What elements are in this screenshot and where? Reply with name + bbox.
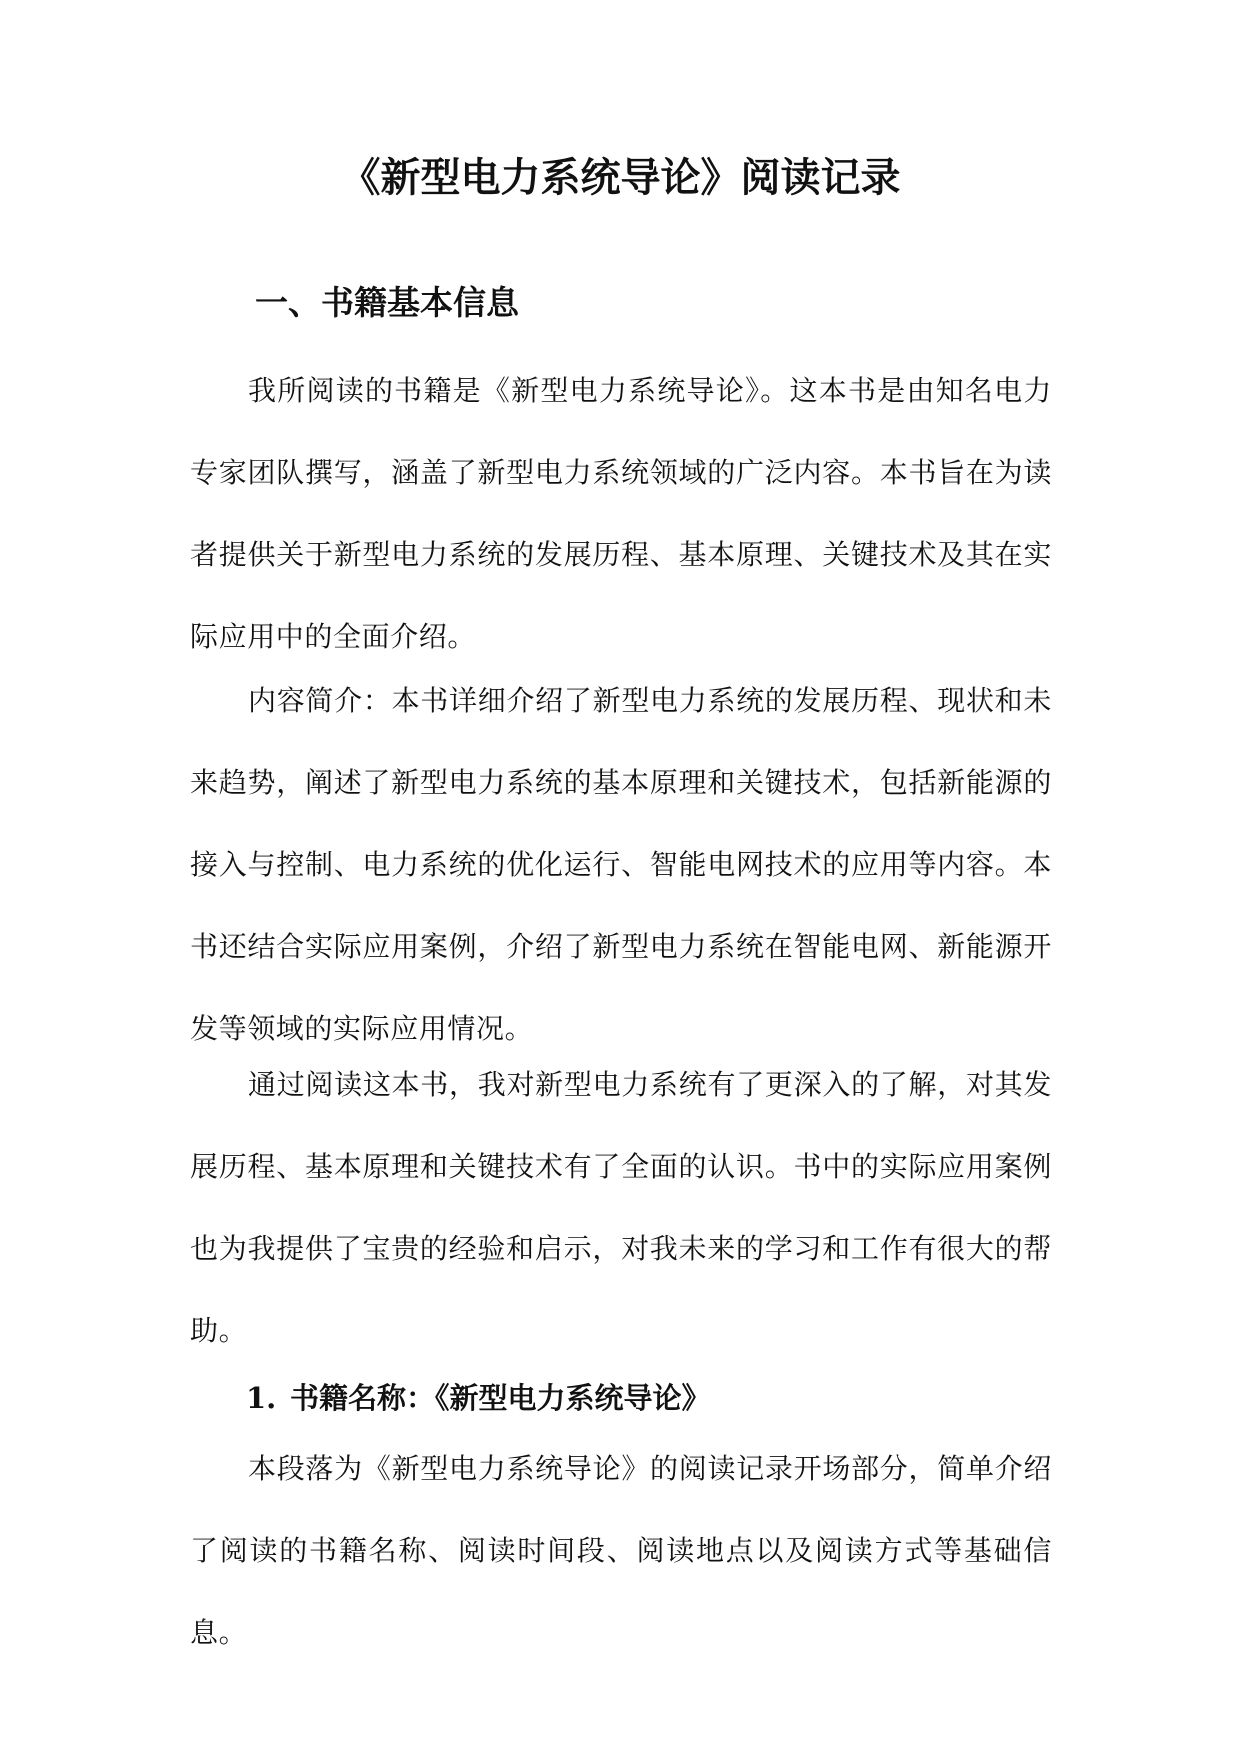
paragraph-book-intro: 我所阅读的书籍是《新型电力系统导论》。这本书是由知名电力专家团队撰写，涵盖了新型电力系统领域的广泛内容。本书旨在为读者提供关于新型电力系统的发展历程、基本原理、关键技术及其在实际应用中的全面介绍。 [190,374,1052,653]
paragraph-opening-record: 本段落为《新型电力系统导论》的阅读记录开场部分，简单介绍了阅读的书籍名称、阅读时间段、阅读地点以及阅读方式等基础信息。 [190,1452,1052,1649]
paragraph-reading-reflection: 通过阅读这本书，我对新型电力系统有了更深入的了解，对其发展历程、基本原理和关键技术有了全面的认识。书中的实际应用案例也为我提供了宝贵的经验和启示，对我未来的学习和工作有很大的帮助。 [190,1068,1052,1347]
subsection-number: 1. [246,1381,277,1415]
subsection-heading-text: 书籍名称：《新型电力系统导论》 [290,1381,711,1415]
paragraph-content-summary: 内容简介：本书详细介绍了新型电力系统的发展历程、现状和未来趋势，阐述了新型电力系统的基本原理和关键技术，包括新能源的接入与控制、电力系统的优化运行、智能电网技术的应用等内容。本书还结合实际应用案例，介绍了新型电力系统在智能电网、新能源开发等领域的实际应用情况。 [190,684,1052,1045]
subsection-heading-book-name [246,1373,711,1423]
section-heading-basic-info: 一、书籍基本信息 [255,283,519,322]
document-title: 《新型电力系统导论》阅读记录 [340,154,901,201]
